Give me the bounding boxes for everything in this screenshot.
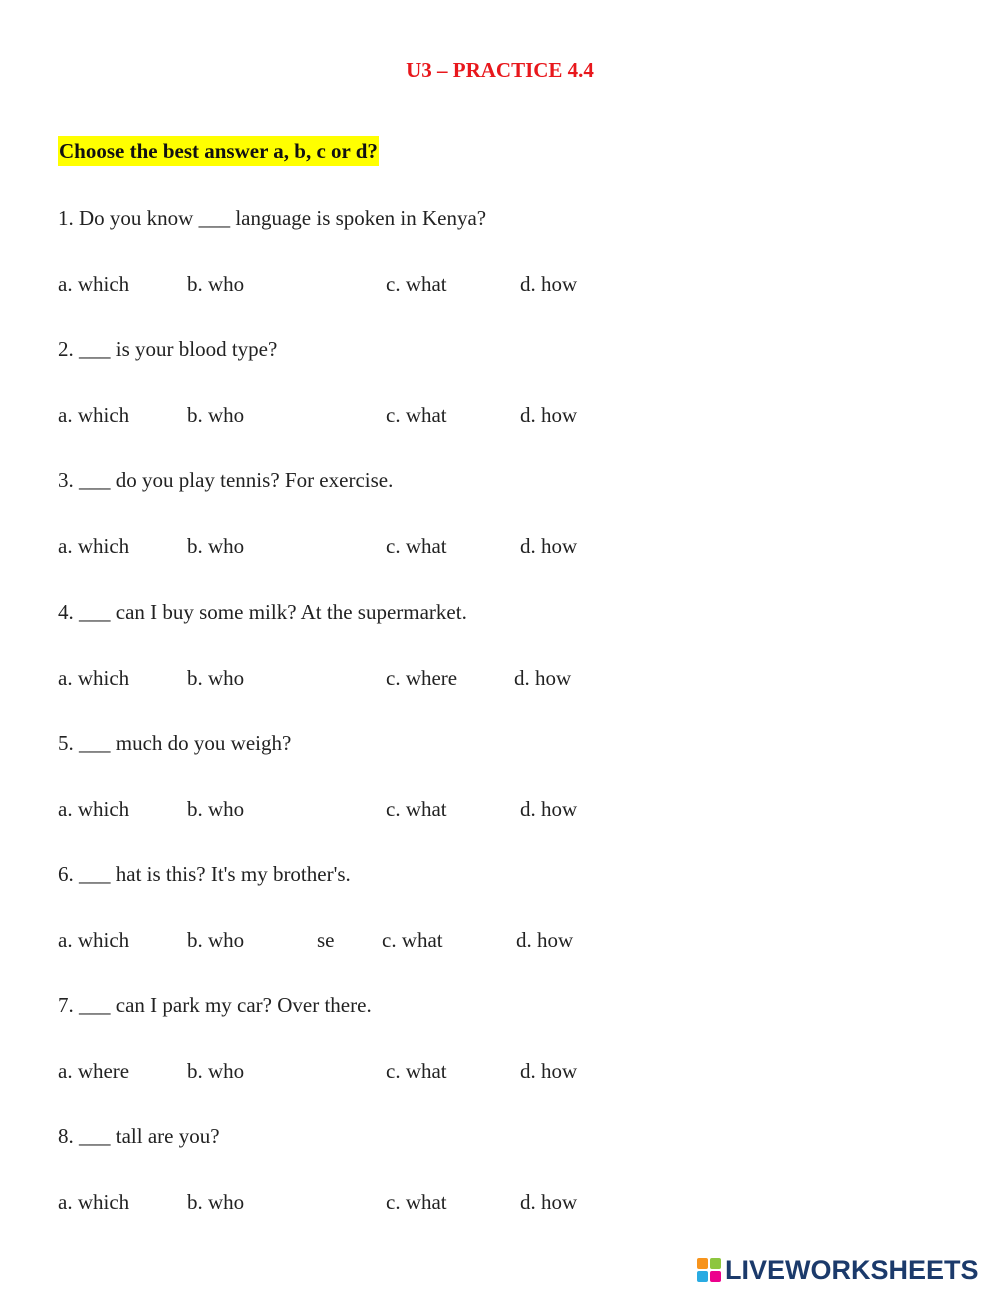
answer-option[interactable]: a. which <box>58 403 130 428</box>
logo-tile <box>710 1258 721 1269</box>
answer-option[interactable]: a. which <box>58 272 130 296</box>
answer-option[interactable]: b. who <box>187 928 245 952</box>
answer-option[interactable]: b. who <box>187 1059 245 1084</box>
answer-option[interactable]: c. what <box>382 928 443 952</box>
logo-tile <box>697 1271 708 1282</box>
answer-option[interactable]: d. how <box>520 796 578 821</box>
answer-option[interactable]: a. which <box>58 665 130 690</box>
answer-option[interactable]: d. how <box>520 1059 578 1084</box>
answer-option[interactable]: d. how <box>514 665 572 690</box>
answer-option[interactable]: c. what <box>386 1059 447 1084</box>
instruction-text: Choose the best answer a, b, c or d? <box>58 136 379 166</box>
worksheet-title: U3 – PRACTICE 4.4 <box>406 58 594 82</box>
question-text: 2. ___ is your blood type? <box>58 337 278 362</box>
answer-option[interactable]: d. how <box>520 1190 578 1215</box>
answer-option[interactable]: b. who <box>187 665 245 690</box>
question-text: 6. ___ hat is this? It's my brother's. <box>58 862 351 886</box>
logo-text: LIVEWORKSHEETS <box>725 1254 979 1285</box>
logo-tile <box>697 1258 708 1269</box>
answer-option[interactable]: c. where <box>386 665 458 690</box>
question-text: 7. ___ can I park my car? Over there. <box>58 993 372 1018</box>
answer-option[interactable]: c. what <box>386 796 447 821</box>
question-text: 1. Do you know ___ language is spoken in Kenya? <box>58 206 487 230</box>
answer-option[interactable]: b. who <box>187 403 245 428</box>
question-text: 8. ___ tall are you? <box>58 1124 220 1149</box>
answer-option[interactable]: a. which <box>58 1190 130 1215</box>
answer-option[interactable]: d. how <box>520 272 578 296</box>
answer-option[interactable]: a. which <box>58 796 130 821</box>
answer-option[interactable]: c. what <box>386 1190 447 1215</box>
answer-option[interactable]: d. how <box>516 928 574 952</box>
logo-icon <box>697 1258 721 1282</box>
answer-option[interactable]: c. what <box>386 403 447 428</box>
answer-option[interactable]: b. who <box>187 534 245 559</box>
answer-option[interactable]: a. which <box>58 928 130 952</box>
answer-option[interactable]: a. where <box>58 1059 130 1084</box>
answer-option[interactable]: c. what <box>386 272 447 296</box>
logo-tile <box>710 1271 721 1282</box>
answer-option[interactable]: a. which <box>58 534 130 559</box>
liveworksheets-logo <box>697 1254 979 1286</box>
answer-option[interactable]: d. how <box>520 534 578 559</box>
question-text: 3. ___ do you play tennis? For exercise. <box>58 468 394 493</box>
answer-option[interactable]: d. how <box>520 403 578 428</box>
answer-option[interactable]: b. who <box>187 1190 245 1215</box>
question-text: 4. ___ can I buy some milk? At the supermarket. <box>58 599 467 624</box>
question-text: 5. ___ much do you weigh? <box>58 730 292 755</box>
answer-option[interactable]: b. who <box>187 272 245 296</box>
answer-option[interactable]: b. who <box>187 796 245 821</box>
answer-option[interactable]: se <box>317 928 335 952</box>
answer-option[interactable]: c. what <box>386 534 447 559</box>
